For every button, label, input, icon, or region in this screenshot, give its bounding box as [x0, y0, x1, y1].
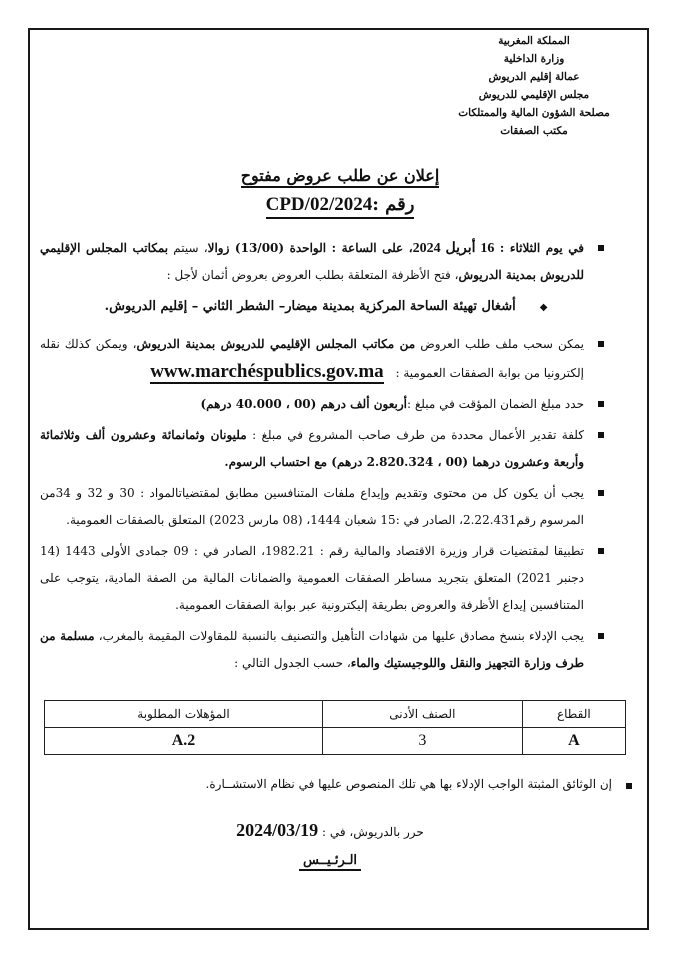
certificates-authority: مسلمة من طرف وزارة التجهيز والنقل واللوجيستيك والماء [40, 629, 584, 670]
bullet-icon [626, 783, 632, 789]
cell-qualifications: A.2 [45, 728, 323, 755]
signatory-title: الـرئـيــس [299, 853, 361, 871]
reference-number [266, 194, 415, 219]
opening-text: ، فتح الأظرفة المتعلقة بطلب العروض بعروض أثمان لأجل : [166, 268, 459, 282]
letterhead-line: المملكة المغربية [498, 35, 570, 47]
letterhead-line: وزارة الداخلية [503, 53, 565, 65]
bullet-icon [598, 341, 604, 347]
decree-text: يجب أن يكون كل من محتوى وتقديم وإيداع ملفات المتنافسين مطابق لمقتضياتالمواد : 30 و 32 و 34من المرسوم رقم2.22.431، الصادر في :15 شعبان 1444، (08 مارس 2023) المتعلق بالصفقات العمومية. [40, 486, 584, 527]
download-place: من مكاتب المجلس الإقليمي للدريوش بمدينة الدريوش [136, 337, 416, 351]
signature-block [230, 820, 430, 871]
column-header-sector: القطاع [522, 701, 625, 728]
cell-min-class: 3 [323, 728, 523, 755]
bullet-icon [598, 633, 604, 639]
bullet-icon [598, 245, 604, 251]
documents-text: إن الوثائق المثبتة الواجب الإدلاء بها هي تلك المنصوص عليها في نظام الاستشــارة. [205, 777, 612, 791]
certificates-text: يجب الإدلاء بنسخ مصادق عليها من شهادات التأهيل والتصنيف بالنسبة للمقاولات المقيمة بالمغرب، [94, 629, 584, 643]
estimate-text: كلفة تقدير الأعمال محددة من طرف صاحب المشروع في مبلغ : [246, 428, 584, 442]
bullet-icon [598, 401, 604, 407]
opening-time: الواحدة (13/00) زوالا [207, 241, 327, 255]
bullet-icon [598, 432, 604, 438]
certificates-text: ، حسب الجدول التالي : [234, 656, 351, 670]
cell-sector: A [522, 728, 625, 755]
opening-text: ، على الساعة : [326, 241, 413, 255]
guarantee-text: حدد مبلغ الضمان المؤقت في مبلغ : [407, 397, 584, 411]
reference-label: رقم : [372, 194, 415, 215]
table-header-row [45, 701, 626, 728]
bullet-icon [598, 548, 604, 554]
qualification-table [44, 700, 626, 755]
letterhead-line: عمالة إقليم الدريوش [488, 71, 580, 83]
letterhead-line: مصلحة الشؤون المالية والممتلكات [458, 107, 610, 119]
diamond-bullet-icon: ◆ [539, 302, 548, 313]
portal-link[interactable]: www.marchéspublics.gov.ma [150, 361, 384, 382]
table-row [45, 728, 626, 755]
item-electronic [40, 538, 612, 619]
download-text: يمكن سحب ملف طلب العروض [415, 337, 585, 351]
electronic-text: تطبيقا لمقتضيات قرار وزيرة الاقتصاد والمالية رقم : 1982.21، الصادر في : 09 جمادى الأولى 1443 (14 دجنبر 2021) المتعلق بتجريد مساطر الصفقات العمومية والضمانات المالية من الصفة المادية، يتوجب على المتنافسين إيداع الأظرفة والعروض بطريقة إليكترونية عبر بوابة الصفقات العمومية. [40, 544, 585, 612]
column-header-qualifications: المؤهلات المطلوبة [45, 701, 323, 728]
announcement-title [200, 166, 480, 225]
item-estimate [40, 422, 612, 476]
announcement-body [40, 235, 612, 681]
opening-date: 16 أبريل 2024 [412, 241, 495, 256]
item-download [40, 331, 612, 387]
signature-place: حرر بالدريوش، في : [318, 825, 424, 839]
opening-text: ، سيتم [168, 241, 208, 255]
bullet-icon [598, 490, 604, 496]
letterhead-line: مجلس الإقليمي للدريوش [478, 89, 590, 101]
estimate-amount: مليونان وثمانمائة وعشرون ألف وثلاثمائة وأربعة وعشرون درهما (00 ، 2.820.324 درهم) مع احتساب الرسوم. [40, 428, 584, 469]
title-heading: إعلان عن طلب عروض مفتوح [241, 166, 440, 188]
download-text: ، ويمكن كذلك نقله إلكترونيا من بوابة الصفقات العمومية : [40, 337, 584, 380]
opening-place: بمكاتب المجلس الإقليمي للدريوش بمدينة الدريوش [40, 241, 584, 282]
project-title: أشغال تهيئة الساحة المركزية بمدينة ميضار– الشطر الثاني – إقليم الدريوش. [104, 299, 516, 314]
opening-text: في يوم الثلاثاء : [494, 241, 584, 255]
letterhead [439, 32, 629, 140]
letterhead-line: مكتب الصفقات [500, 125, 568, 137]
item-decree [40, 480, 612, 534]
item-documents [112, 777, 612, 791]
item-guarantee [40, 391, 612, 418]
signature-place-date [230, 820, 430, 841]
guarantee-amount: أربعون ألف درهم (00 ، 40.000 درهم) [200, 397, 407, 411]
item-opening [40, 235, 612, 289]
signature-date: 2024/03/19 [236, 820, 319, 840]
column-header-min-class: الصنف الأدنى [323, 701, 523, 728]
item-project [40, 293, 612, 321]
item-certificates [40, 623, 612, 677]
reference-value: 02/2024/CPD [265, 194, 373, 215]
